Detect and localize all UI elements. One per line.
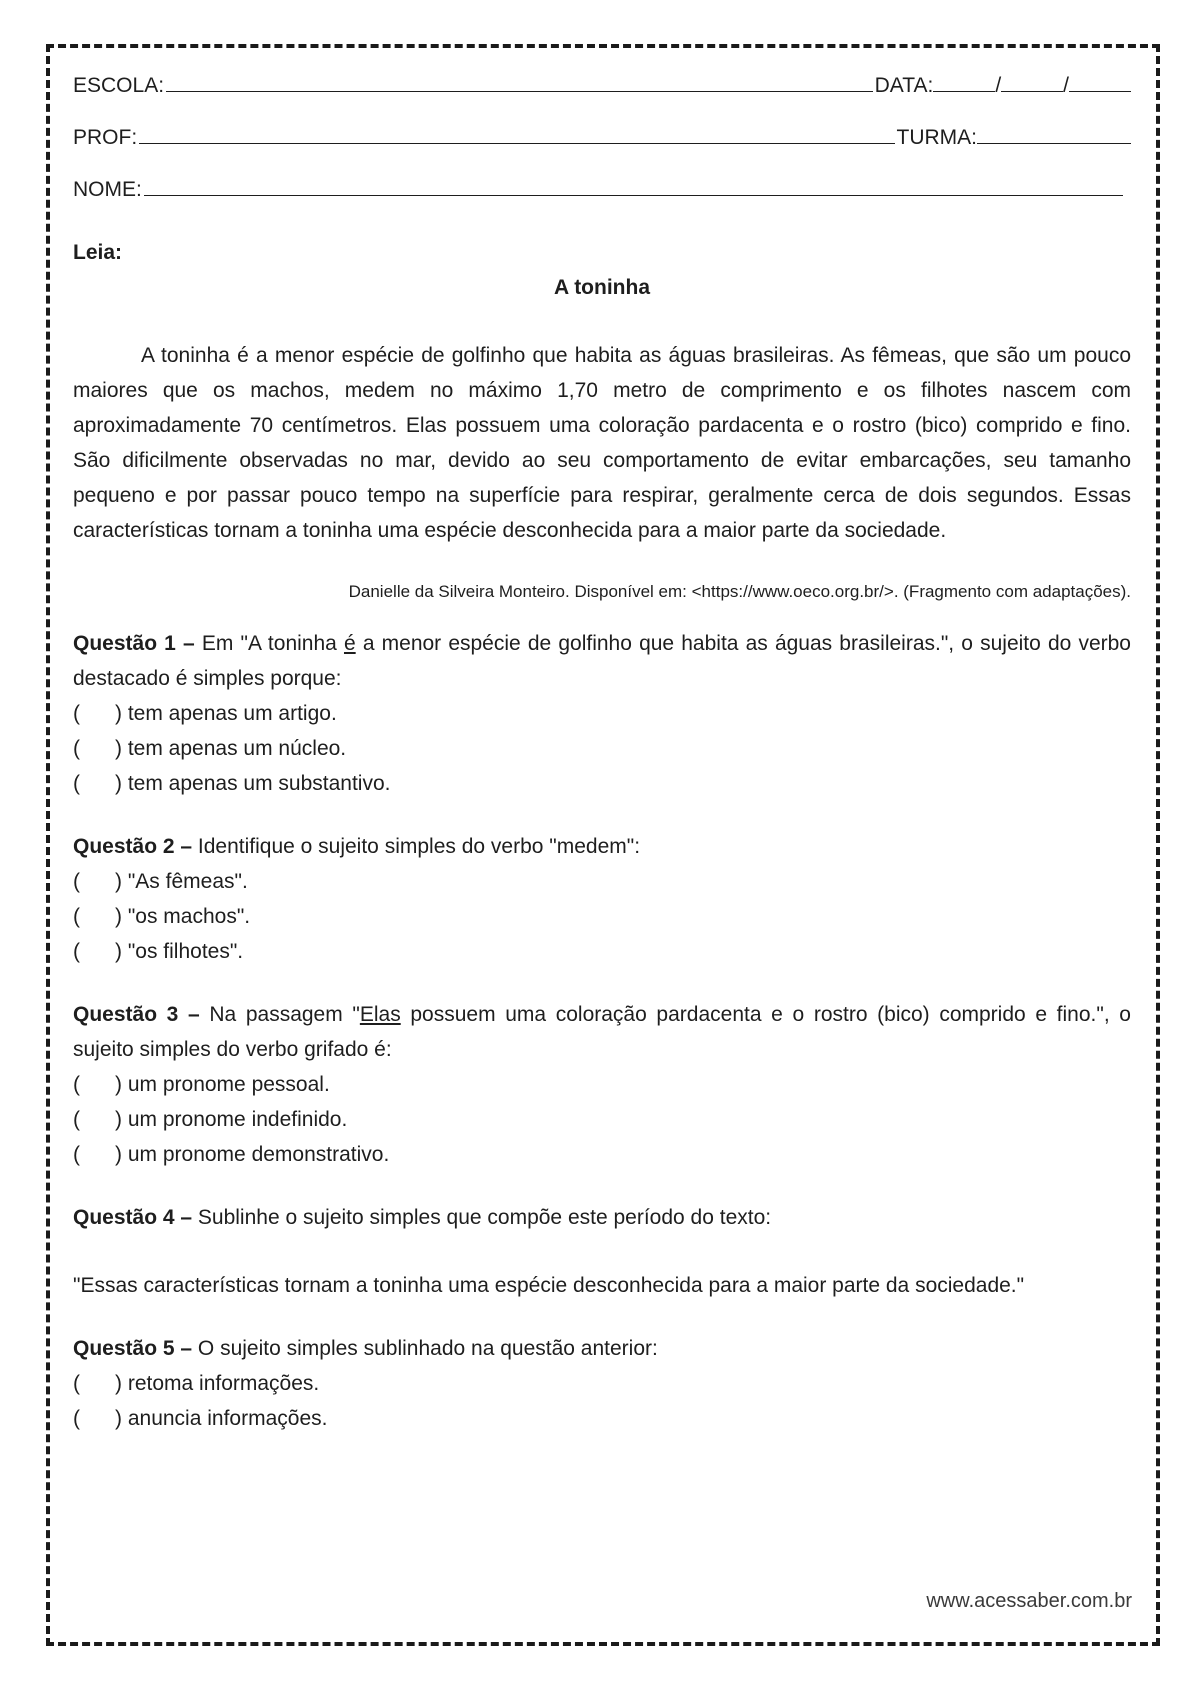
turma-field[interactable] bbox=[977, 121, 1131, 144]
date-day-field[interactable] bbox=[933, 69, 995, 92]
question-text: Identifique o sujeito simples do verbo "medem": bbox=[192, 835, 641, 858]
date-year-field[interactable] bbox=[1069, 69, 1131, 92]
answer-option[interactable]: ( ) "os filhotes". bbox=[73, 934, 1131, 969]
option-text: um pronome demonstrativo. bbox=[127, 1143, 390, 1166]
site-footer: www.acessaber.com.br bbox=[926, 1590, 1132, 1612]
option-text: tem apenas um artigo. bbox=[127, 702, 337, 725]
prof-field[interactable] bbox=[139, 121, 894, 144]
date-separator: / bbox=[995, 74, 1002, 97]
escola-field[interactable] bbox=[166, 69, 873, 92]
question-label: Questão 4 – bbox=[73, 1206, 193, 1229]
data-label: DATA: bbox=[874, 74, 934, 97]
turma-label: TURMA: bbox=[896, 126, 977, 149]
checkbox-parens[interactable]: ( bbox=[73, 905, 80, 928]
question-label: Questão 5 – bbox=[73, 1337, 193, 1360]
header-row-prof bbox=[73, 120, 1131, 155]
checkbox-parens[interactable]: ( bbox=[73, 1407, 80, 1430]
checkbox-parens[interactable]: ( bbox=[73, 1108, 80, 1131]
option-text: anuncia informações. bbox=[127, 1407, 328, 1430]
checkbox-parens[interactable]: ( bbox=[73, 737, 80, 760]
question-text: Em "A toninha bbox=[194, 632, 344, 655]
header-row-school bbox=[73, 68, 1131, 103]
answer-option[interactable]: ( ) tem apenas um substantivo. bbox=[73, 766, 1131, 801]
question-5 bbox=[73, 1331, 1131, 1366]
checkbox-parens[interactable]: ( bbox=[73, 1372, 80, 1395]
nome-field[interactable] bbox=[144, 173, 1123, 196]
question-1 bbox=[73, 626, 1131, 696]
reading-passage: A toninha é a menor espécie de golfinho que habita as águas brasileiras. As fêmeas, que são um pouco maiores que os machos, medem no máximo 1,70 metro de comprimento e os filhotes nascem com aproximadamente 70 centímetros. Elas possuem uma coloração pardacenta e o rostro (bico) comprido e fino. São dificilmente observadas no mar, devido ao seu comportamento de evitar embarcações, seu tamanho pequeno e por passar pouco tempo na superfície para respirar, geralmente cerca de dois segundos. Essas características tornam a toninha uma espécie desconhecida para a maior parte da sociedade. bbox=[73, 344, 1131, 542]
answer-option[interactable]: ( ) tem apenas um núcleo. bbox=[73, 731, 1131, 766]
question-text: possuem uma coloração pardacenta e o rostro (bico) comprido e fino.", o sujeito simples do verbo grifado é: bbox=[73, 1003, 1131, 1061]
worksheet bbox=[73, 68, 1131, 1436]
nome-label: NOME: bbox=[73, 178, 142, 201]
highlighted-subject: Elas bbox=[359, 1003, 401, 1026]
checkbox-parens[interactable]: ( bbox=[73, 940, 80, 963]
option-text: "os machos". bbox=[127, 905, 251, 928]
option-text: um pronome pessoal. bbox=[127, 1073, 330, 1096]
text-title: A toninha bbox=[553, 276, 651, 299]
question-2 bbox=[73, 829, 1131, 864]
question-4 bbox=[73, 1200, 1131, 1235]
checkbox-parens[interactable]: ( bbox=[73, 772, 80, 795]
option-text: "os filhotes". bbox=[127, 940, 244, 963]
source-citation: Danielle da Silveira Monteiro. Disponível em: <https://www.oeco.org.br/>. (Fragmento com adaptações). bbox=[348, 582, 1131, 601]
option-text: tem apenas um substantivo. bbox=[127, 772, 391, 795]
highlighted-verb: é bbox=[343, 632, 356, 655]
date-separator: / bbox=[1063, 74, 1069, 97]
prof-label: PROF: bbox=[73, 126, 138, 149]
checkbox-parens[interactable]: ( bbox=[73, 1143, 80, 1166]
option-text: um pronome indefinido. bbox=[127, 1108, 348, 1131]
checkbox-parens[interactable]: ( bbox=[73, 1073, 80, 1096]
checkbox-parens[interactable]: ( bbox=[73, 870, 80, 893]
header-row-nome bbox=[73, 172, 1131, 207]
option-text: retoma informações. bbox=[127, 1372, 320, 1395]
question-label: Questão 1 – bbox=[73, 632, 195, 655]
reading-instruction: Leia: bbox=[73, 241, 123, 264]
question-text: Sublinhe o sujeito simples que compõe este período do texto: bbox=[192, 1206, 772, 1229]
option-text: "As fêmeas". bbox=[127, 870, 248, 893]
escola-label: ESCOLA: bbox=[73, 74, 165, 97]
checkbox-parens[interactable]: ( bbox=[73, 702, 80, 725]
option-text: tem apenas um núcleo. bbox=[127, 737, 347, 760]
question-text: a menor espécie de golfinho que habita as águas brasileiras.", o sujeito do verbo destacado é simples porque: bbox=[73, 632, 1131, 690]
answer-option[interactable]: ( ) um pronome demonstrativo. bbox=[73, 1137, 1131, 1172]
question-text: O sujeito simples sublinhado na questão anterior: bbox=[192, 1337, 658, 1360]
answer-option[interactable]: ( ) retoma informações. bbox=[73, 1366, 1131, 1401]
answer-option[interactable]: ( ) anuncia informações. bbox=[73, 1401, 1131, 1436]
question-3 bbox=[73, 997, 1131, 1067]
answer-option[interactable]: ( ) um pronome pessoal. bbox=[73, 1067, 1131, 1102]
answer-option[interactable]: ( ) tem apenas um artigo. bbox=[73, 696, 1131, 731]
answer-option[interactable]: ( ) um pronome indefinido. bbox=[73, 1102, 1131, 1137]
question-label: Questão 2 – bbox=[73, 835, 193, 858]
answer-option[interactable]: ( ) "os machos". bbox=[73, 899, 1131, 934]
date-month-field[interactable] bbox=[1001, 69, 1063, 92]
question-label: Questão 3 – bbox=[73, 1003, 200, 1026]
question-text: Na passagem " bbox=[199, 1003, 360, 1026]
answer-option[interactable]: ( ) "As fêmeas". bbox=[73, 864, 1131, 899]
quoted-sentence[interactable]: "Essas características tornam a toninha uma espécie desconhecida para a maior parte da sociedade." bbox=[73, 1274, 1025, 1297]
